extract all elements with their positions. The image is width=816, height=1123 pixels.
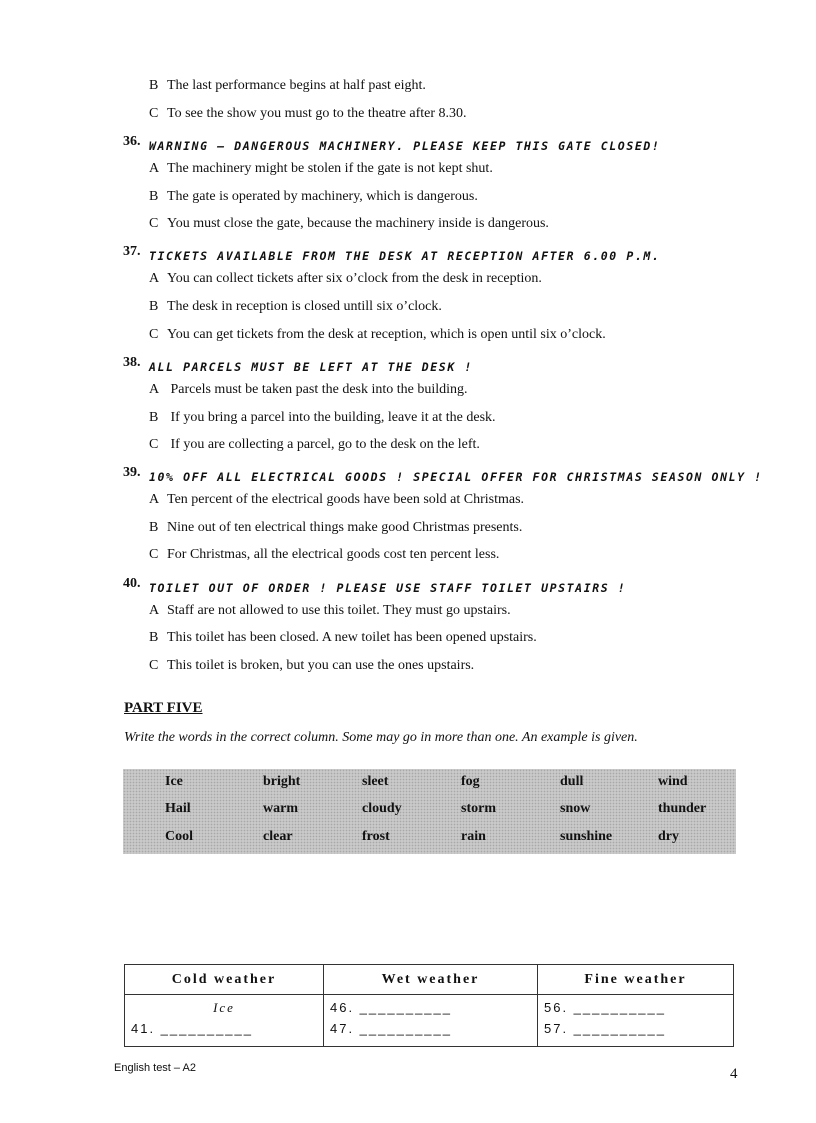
word: bright [263,774,301,789]
option-39-a [149,492,524,508]
option-text: Parcels must be taken past the desk into the building. [167,382,468,397]
word: dry [658,829,679,844]
footer-label: English test – A2 [114,1062,196,1074]
word: cloudy [362,801,402,816]
option-35-b [149,78,426,94]
option-40-b [149,630,537,646]
option-text: You can get tickets from the desk at reception, which is open until six o’clock. [167,327,606,342]
sign-text-37: TICKETS AVAILABLE FROM THE DESK AT RECEPTION AFTER 6.00 P.M. [149,249,661,263]
option-letter: C [149,658,159,673]
option-letter: B [149,299,159,314]
question-number-39: 39. [123,465,141,480]
sign-text-36: WARNING – DANGEROUS MACHINERY. PLEASE KEEP THIS GATE CLOSED! [149,139,661,153]
option-36-c [149,216,549,232]
word: fog [461,774,480,789]
header-cold-weather: Cold weather [125,965,324,995]
answer-blank-41[interactable]: 41. __________ [131,1021,253,1036]
answer-table-row [125,995,734,1047]
question-number-36: 36. [123,134,141,149]
question-number-37: 37. [123,244,141,259]
option-40-c [149,658,474,674]
word: Cool [165,829,193,844]
option-36-a [149,161,493,177]
option-letter: A [149,603,160,618]
answer-blank-46[interactable]: 46. __________ [330,1000,452,1015]
option-39-b [149,520,522,536]
option-letter: A [149,382,160,397]
option-letter: C [149,437,159,452]
option-letter: B [149,189,159,204]
word: rain [461,829,486,844]
option-letter: B [149,410,159,425]
option-text: To see the show you must go to the theatre after 8.30. [167,106,467,121]
option-text: Staff are not allowed to use this toilet. They must go upstairs. [167,603,511,618]
word: frost [362,829,390,844]
option-text: The gate is operated by machinery, which is dangerous. [167,189,478,204]
option-text: For Christmas, all the electrical goods cost ten percent less. [167,547,500,562]
option-37-c [149,327,606,343]
option-text: You must close the gate, because the machinery inside is dangerous. [167,216,549,231]
sign-text-39: 10% OFF ALL ELECTRICAL GOODS ! SPECIAL OFFER FOR CHRISTMAS SEASON ONLY ! [149,470,763,484]
option-letter: B [149,520,159,535]
cold-weather-cell[interactable] [125,995,324,1047]
part-five-title: PART FIVE [124,700,203,716]
word: Ice [165,774,183,789]
option-text: Ten percent of the electrical goods have been sold at Christmas. [167,492,525,507]
option-letter: A [149,492,160,507]
option-letter: C [149,327,159,342]
option-letter: C [149,216,159,231]
option-letter: A [149,271,160,286]
option-37-a [149,271,542,287]
sign-text-40: TOILET OUT OF ORDER ! PLEASE USE STAFF TOILET UPSTAIRS ! [149,581,627,595]
answer-blank-56[interactable]: 56. __________ [544,1000,666,1015]
word: storm [461,801,496,816]
word: sunshine [560,829,613,844]
option-letter: A [149,161,160,176]
question-number-38: 38. [123,355,141,370]
example-answer: Ice [213,1000,235,1015]
option-38-a [149,382,468,398]
option-text: This toilet has been closed. A new toilet has been opened upstairs. [167,630,537,645]
fine-weather-cell[interactable] [538,995,734,1047]
option-text: This toilet is broken, but you can use the ones upstairs. [167,658,475,673]
word: snow [560,801,591,816]
option-letter: C [149,106,159,121]
part-five-instruction: Write the words in the correct column. Some may go in more than one. An example is given. [124,730,638,745]
word: thunder [658,801,707,816]
header-wet-weather: Wet weather [324,965,538,995]
option-letter: B [149,78,159,93]
word: wind [658,774,688,789]
sign-text-38: ALL PARCELS MUST BE LEFT AT THE DESK ! [149,360,473,374]
option-text: The machinery might be stolen if the gate is not kept shut. [167,161,493,176]
option-letter: C [149,547,159,562]
answer-table [124,964,734,1047]
word: Hail [165,801,191,816]
word-box [123,769,736,854]
answer-blank-47[interactable]: 47. __________ [330,1021,452,1036]
word: clear [263,829,293,844]
word: warm [263,801,298,816]
option-40-a [149,603,511,619]
answer-table-header [125,965,734,995]
answer-blank-57[interactable]: 57. __________ [544,1021,666,1036]
word: sleet [362,774,389,789]
option-39-c [149,547,499,563]
option-38-b [149,410,496,426]
option-text: Nine out of ten electrical things make good Christmas presents. [167,520,523,535]
option-38-c [149,437,480,453]
wet-weather-cell[interactable] [324,995,538,1047]
option-text: You can collect tickets after six o’clock from the desk in reception. [167,271,542,286]
option-text: If you bring a parcel into the building, leave it at the desk. [167,410,496,425]
option-text: The desk in reception is closed untill six o’clock. [167,299,442,314]
option-37-b [149,299,442,315]
option-36-b [149,189,478,205]
header-fine-weather: Fine weather [538,965,734,995]
option-35-c [149,106,467,122]
option-text: If you are collecting a parcel, go to the desk on the left. [167,437,480,452]
option-letter: B [149,630,159,645]
option-text: The last performance begins at half past eight. [167,78,426,93]
page-number: 4 [730,1066,738,1082]
question-number-40: 40. [123,576,141,591]
word: dull [560,774,584,789]
